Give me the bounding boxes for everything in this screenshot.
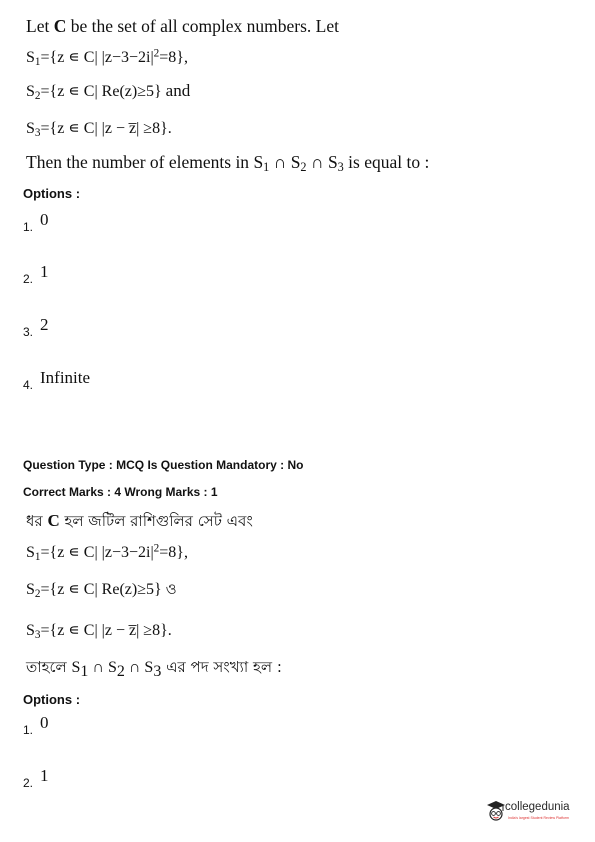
set-name: S	[327, 152, 338, 172]
marks-line: Correct Marks : 4 Wrong Marks : 1	[23, 485, 218, 499]
complex-set-symbol: C	[47, 511, 60, 530]
set-name: S	[71, 659, 81, 676]
question-intro	[26, 16, 339, 37]
exponent: 2	[153, 542, 160, 555]
set-subscript: 3	[153, 663, 162, 680]
option-number: 2.	[23, 272, 34, 286]
set-subscript: 3	[34, 628, 41, 641]
option-value: 2	[40, 315, 49, 334]
option-number: 1.	[23, 723, 34, 737]
set-expression: ={z ∊ C| Re(z)≥5}	[40, 581, 166, 598]
set-name: S	[26, 622, 35, 639]
option-number: 1.	[23, 220, 34, 234]
bengali-option-1[interactable]	[23, 713, 49, 737]
option-value: Infinite	[40, 368, 91, 387]
set-subscript: 2	[116, 663, 125, 680]
set-s1-definition	[26, 47, 188, 67]
question-tail: is equal to :	[343, 152, 430, 172]
logo-text: collegedunia	[505, 801, 570, 813]
set-name: S	[26, 49, 35, 66]
option-value: 1	[40, 262, 49, 281]
bengali-question-tail: এর পদ সংখ্যা হল :	[161, 658, 282, 676]
set-subscript: 3	[337, 160, 344, 175]
set-expression: ={z ∊ C| |z − z̅| ≥8}.	[40, 622, 172, 639]
bengali-options-label: Options :	[23, 692, 81, 707]
set-subscript: 1	[34, 550, 41, 563]
bengali-text: ধর	[26, 512, 48, 530]
set-expression-tail: =8},	[159, 49, 188, 66]
bengali-intro	[26, 510, 253, 535]
set-subscript: 1	[34, 55, 41, 68]
option-1[interactable]	[23, 210, 49, 234]
conjunction: and	[165, 81, 191, 100]
set-s3-definition	[26, 118, 172, 138]
set-expression: ={z ∊ C| |z − z̅| ≥8}.	[40, 120, 172, 137]
bengali-set-s2-definition	[26, 578, 177, 603]
option-4[interactable]	[23, 368, 91, 392]
bengali-option-2[interactable]	[23, 766, 49, 790]
set-name: S	[26, 120, 35, 137]
bengali-question-text	[26, 656, 282, 681]
option-value: 1	[40, 766, 49, 785]
bengali-question-lead: তাহলে	[26, 658, 72, 676]
set-name: S	[26, 544, 35, 561]
intersection-symbol: ∩	[124, 659, 145, 676]
option-number: 2.	[23, 776, 34, 790]
set-expression-tail: =8},	[159, 544, 188, 561]
question-type-line: Question Type : MCQ Is Question Mandatory : No	[23, 458, 304, 472]
collegedunia-logo[interactable]	[486, 798, 586, 826]
set-subscript: 2	[300, 160, 307, 175]
question-text	[26, 152, 429, 173]
bengali-set-s1-definition	[26, 542, 188, 562]
set-subscript: 1	[80, 663, 89, 680]
set-expression: ={z ∊ C| |z−3−2i|	[40, 49, 154, 66]
set-expression: ={z ∊ C| Re(z)≥5}	[40, 83, 166, 100]
option-value: 0	[40, 210, 49, 229]
option-3[interactable]	[23, 315, 49, 339]
option-value: 0	[40, 713, 49, 732]
set-subscript: 3	[34, 126, 41, 139]
set-subscript: 2	[34, 587, 41, 600]
intersection-symbol: ∩	[88, 659, 108, 676]
bengali-set-s3-definition	[26, 620, 172, 640]
set-name: S	[290, 152, 301, 172]
option-2[interactable]	[23, 262, 49, 286]
logo-tagline: India's largest Student Review Platform	[508, 816, 569, 820]
set-subscript: 1	[263, 160, 270, 175]
option-number: 3.	[23, 325, 34, 339]
set-name: S	[26, 83, 35, 100]
intersection-symbol: ∩	[306, 152, 328, 172]
intersection-symbol: ∩	[269, 152, 291, 172]
option-number: 4.	[23, 378, 34, 392]
mascot-icon	[486, 800, 506, 824]
conjunction: ও	[165, 580, 177, 598]
complex-set-symbol: C	[53, 16, 67, 36]
set-name: S	[144, 659, 154, 676]
bengali-text-tail: হল জটিল রাশিগুলির সেট এবং	[59, 512, 253, 530]
set-s2-definition	[26, 81, 190, 101]
intro-text-tail: be the set of all complex numbers. Let	[66, 16, 339, 36]
intro-text: Let	[26, 16, 54, 36]
question-lead: Then the number of elements in	[26, 152, 254, 172]
set-subscript: 2	[34, 89, 41, 102]
set-name: S	[26, 581, 35, 598]
exponent: 2	[153, 47, 160, 60]
options-label: Options :	[23, 186, 81, 201]
set-name: S	[107, 659, 117, 676]
set-expression: ={z ∊ C| |z−3−2i|	[40, 544, 154, 561]
set-name: S	[253, 152, 264, 172]
